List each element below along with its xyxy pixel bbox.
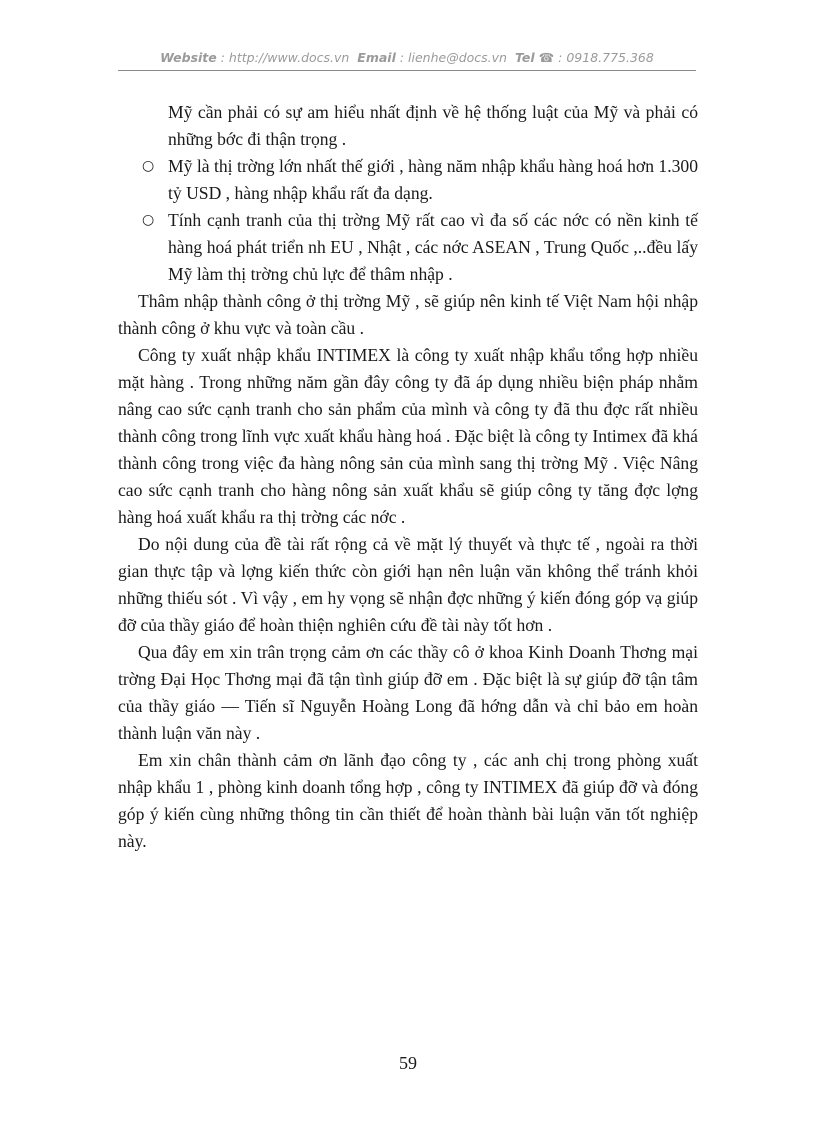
email-value: : lienhe@docs.vn	[399, 50, 507, 65]
tel-value: ☎ : 0918.775.368	[538, 50, 654, 65]
paragraph: Em xin chân thành cảm ơn lãnh đạo công ty , các anh chị trong phòng xuất nhập khẩu 1 , phòng kinh doanh tổng hợp , công ty INTIMEX đã giúp đỡ và đóng góp ý kiến cùng những thông tin cần thiết để hoàn thành bài luận văn tốt nghiệp này.	[118, 750, 698, 851]
tel-label: Tel	[514, 50, 535, 65]
page-number: 59	[399, 1053, 417, 1073]
email-label: Email	[357, 50, 396, 65]
paragraph: Qua đây em xin trân trọng cảm ơn các thầy cô ở khoa Kinh Doanh Thơng mại trờng Đại Học Thơng mại đã tận tình giúp đỡ em . Đặc biệt là sự giúp đỡ tận tâm của thầy giáo — Tiến sĩ Nguyễn Hoàng Long đã hớng dẫn và chỉ bảo em hoàn thành luận văn này .	[118, 642, 698, 743]
circle-bullet-icon: ○	[142, 212, 155, 228]
bullet-item	[142, 153, 698, 207]
circle-bullet-icon: ○	[142, 158, 155, 174]
bullet-text: Mỹ là thị trờng lớn nhất thế giới , hàng năm nhập khẩu hàng hoá hơn 1.300 tỷ USD , hàng nhập khẩu rất đa dạng.	[168, 156, 698, 203]
paragraph: Do nội dung của đề tài rất rộng cả về mặt lý thuyết và thực tế , ngoài ra thời gian thực tập và lợng kiến thức còn giới hạn nên luận văn không thể tránh khỏi những thiếu sót . Vì vậy , em hy vọng sẽ nhận đợc những ý kiến đóng góp vạ giúp đỡ của thầy giáo để hoàn thiện nghiên cứu đề tài này tốt hơn .	[118, 534, 698, 635]
page-header	[118, 50, 696, 65]
header-divider	[118, 70, 696, 71]
website-label: Website	[160, 50, 217, 65]
lead-continuation: Mỹ cần phải có sự am hiểu nhất định về hệ thống luật của Mỹ và phải có những bớc đi thận trọng .	[168, 102, 698, 149]
document-body	[118, 99, 698, 855]
website-value: : http://www.docs.vn	[220, 50, 350, 65]
paragraph: Công ty xuất nhập khẩu INTIMEX là công ty xuất nhập khẩu tổng hợp nhiều mặt hàng . Trong những năm gần đây công ty đã áp dụng nhiều biện pháp nhằm nâng cao sức cạnh tranh cho sản phẩm của mình và công ty đã thu đợc rất nhiều thành công trong lĩnh vực xuất khẩu hàng hoá . Đặc biệt là công ty Intimex đã khá thành công trong việc đa hàng nông sản của mình sang thị trờng Mỹ . Việc Nâng cao sức cạnh tranh cho hàng nông sản xuất khẩu sẽ giúp công ty tăng đợc lợng hàng hoá xuất khẩu ra thị trờng các nớc .	[118, 345, 698, 527]
bullet-item	[142, 207, 698, 288]
bullet-text: Tính cạnh tranh của thị trờng Mỹ rất cao vì đa số các nớc có nền kinh tế hàng hoá phát triển nh EU , Nhật , các nớc ASEAN , Trung Quốc ,..đều lấy Mỹ làm thị trờng chủ lực để thâm nhập .	[168, 210, 698, 284]
paragraph: Thâm nhập thành công ở thị trờng Mỹ , sẽ giúp nên kinh tế Việt Nam hội nhập thành công ở khu vực và toàn cầu .	[118, 291, 698, 338]
